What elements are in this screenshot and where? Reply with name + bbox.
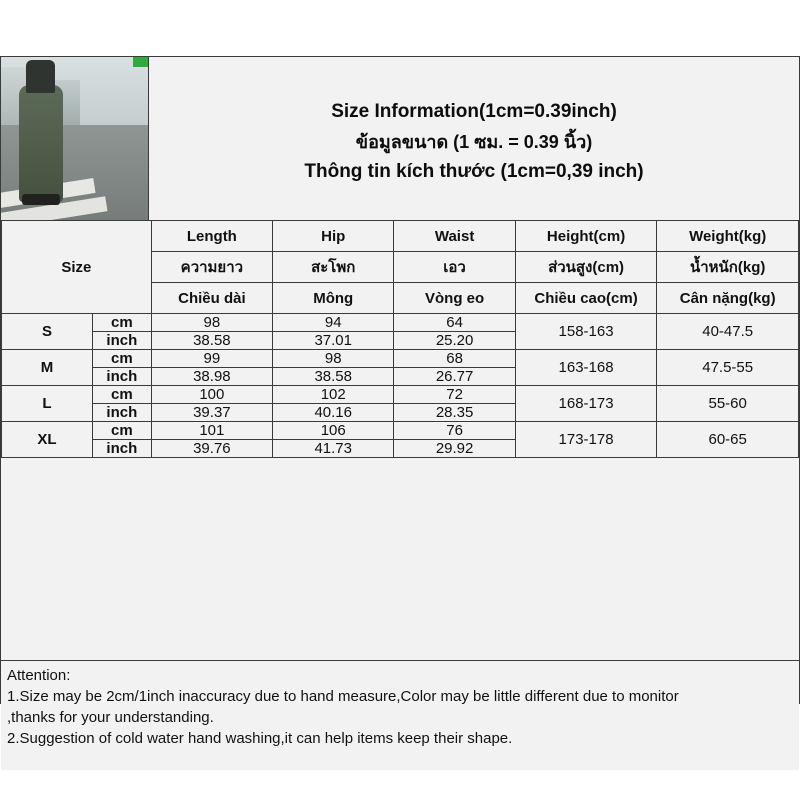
unit-cm: cm	[93, 422, 152, 440]
product-photo	[1, 57, 149, 220]
title-thai: ข้อมูลขนาด (1 ซม. = 0.39 นิ้ว)	[355, 131, 593, 152]
size-chart-sheet	[0, 56, 800, 747]
unit-inch: inch	[93, 368, 152, 386]
header-waist-en: Waist	[394, 221, 515, 252]
table-header-row-en	[2, 221, 799, 252]
header-band	[1, 57, 799, 220]
m-length-inch: 38.98	[151, 368, 272, 386]
xl-length-cm: 101	[151, 422, 272, 440]
l-height: 168-173	[515, 386, 657, 422]
xl-height: 173-178	[515, 422, 657, 458]
attention-line-1: 1.Size may be 2cm/1inch inaccuracy due to hand measure,Color may be little different due to monitor	[7, 688, 679, 705]
s-hip-inch: 37.01	[273, 332, 394, 350]
table-row	[2, 350, 799, 368]
table-row	[2, 386, 799, 404]
unit-cm: cm	[93, 386, 152, 404]
xl-hip-cm: 106	[273, 422, 394, 440]
xl-length-inch: 39.76	[151, 440, 272, 458]
unit-inch: inch	[93, 404, 152, 422]
m-waist-cm: 68	[394, 350, 515, 368]
s-height: 158-163	[515, 314, 657, 350]
xl-waist-cm: 76	[394, 422, 515, 440]
m-length-cm: 99	[151, 350, 272, 368]
header-waist-vi: Vòng eo	[394, 283, 515, 314]
row-size-l: L	[2, 386, 93, 422]
unit-inch: inch	[93, 440, 152, 458]
header-height-en: Height(cm)	[515, 221, 657, 252]
unit-cm: cm	[93, 314, 152, 332]
header-weight-vi: Cân nặng(kg)	[657, 283, 799, 314]
table-row	[2, 314, 799, 332]
unit-inch: inch	[93, 332, 152, 350]
photo-corner-marker	[133, 57, 148, 67]
l-hip-cm: 102	[273, 386, 394, 404]
header-length-en: Length	[151, 221, 272, 252]
table-row	[2, 422, 799, 440]
attention-line-3: 2.Suggestion of cold water hand washing,it can help items keep their shape.	[7, 730, 513, 747]
photo-model-top	[26, 60, 55, 93]
s-weight: 40-47.5	[657, 314, 799, 350]
header-weight-en: Weight(kg)	[657, 221, 799, 252]
photo-model-shoes	[22, 194, 60, 205]
s-length-cm: 98	[151, 314, 272, 332]
s-hip-cm: 94	[273, 314, 394, 332]
header-hip-th: สะโพก	[273, 252, 394, 283]
size-table	[1, 220, 799, 458]
header-size-label: Size	[2, 221, 152, 314]
header-height-vi: Chiều cao(cm)	[515, 283, 657, 314]
row-size-m: M	[2, 350, 93, 386]
header-hip-vi: Mông	[273, 283, 394, 314]
m-hip-cm: 98	[273, 350, 394, 368]
m-waist-inch: 26.77	[394, 368, 515, 386]
title-block	[149, 57, 799, 220]
l-waist-inch: 28.35	[394, 404, 515, 422]
title-vietnamese: Thông tin kích thước (1cm=0,39 inch)	[304, 160, 644, 182]
l-length-inch: 39.37	[151, 404, 272, 422]
attention-block	[1, 660, 799, 770]
s-waist-cm: 64	[394, 314, 515, 332]
row-size-xl: XL	[2, 422, 93, 458]
header-length-vi: Chiều dài	[151, 283, 272, 314]
s-length-inch: 38.58	[151, 332, 272, 350]
l-weight: 55-60	[657, 386, 799, 422]
header-height-th: ส่วนสูง(cm)	[515, 252, 657, 283]
title-english: Size Information(1cm=0.39inch)	[331, 100, 617, 122]
attention-heading: Attention:	[7, 667, 71, 684]
m-hip-inch: 38.58	[273, 368, 394, 386]
l-hip-inch: 40.16	[273, 404, 394, 422]
s-waist-inch: 25.20	[394, 332, 515, 350]
xl-weight: 60-65	[657, 422, 799, 458]
xl-hip-inch: 41.73	[273, 440, 394, 458]
unit-cm: cm	[93, 350, 152, 368]
header-length-th: ความยาว	[151, 252, 272, 283]
m-weight: 47.5-55	[657, 350, 799, 386]
header-hip-en: Hip	[273, 221, 394, 252]
header-weight-th: น้ำหนัก(kg)	[657, 252, 799, 283]
attention-line-2: ,thanks for your understanding.	[7, 709, 214, 726]
xl-waist-inch: 29.92	[394, 440, 515, 458]
photo-model-pants	[19, 85, 63, 202]
l-length-cm: 100	[151, 386, 272, 404]
m-height: 163-168	[515, 350, 657, 386]
l-waist-cm: 72	[394, 386, 515, 404]
header-waist-th: เอว	[394, 252, 515, 283]
row-size-s: S	[2, 314, 93, 350]
